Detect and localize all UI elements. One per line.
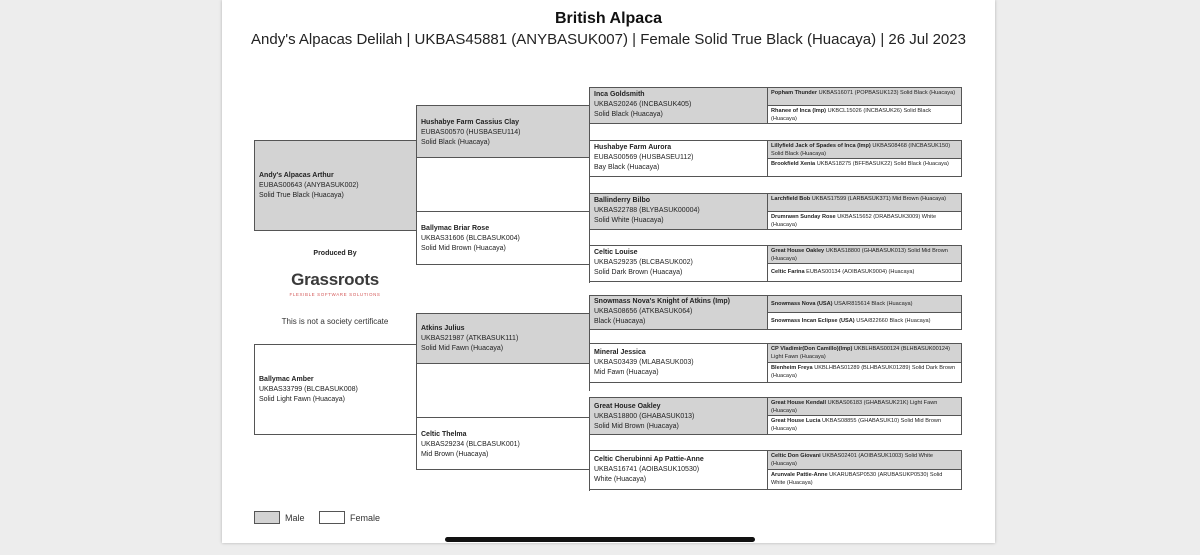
animal-name: Ballymac Briar Rose — [421, 225, 490, 232]
animal-name: CP Vladimir(Don Camillo)(Imp) — [771, 346, 853, 352]
gen3-card — [589, 450, 768, 490]
gen4-card — [767, 158, 962, 177]
animal-details: UKBCL15026 (INCBASUK26) Solid Black (Huacaya) — [771, 108, 932, 123]
legend-female-swatch — [319, 511, 345, 524]
animal-details: USA/822660 Black (Huacaya) — [856, 318, 931, 324]
dam-name: Ballymac Amber — [259, 376, 314, 383]
animal-reg: UKBAS20246 (INCBASUK405) — [594, 101, 692, 108]
animal-name: Atkins Julius — [421, 325, 465, 332]
gen4-card — [767, 245, 962, 264]
animal-name: Celtic Cherubinni Ap Pattie-Anne — [594, 456, 704, 463]
animal-details: USA/R815614 Black (Huacaya) — [834, 301, 913, 307]
gen4-card — [767, 312, 962, 330]
gen4-card — [767, 469, 962, 490]
gen4-card — [767, 105, 962, 124]
animal-name: Hushabye Farm Cassius Clay — [421, 119, 520, 126]
animal-desc: Solid Mid Brown (Huacaya) — [594, 423, 679, 430]
animal-reg: UKBAS08656 (ATKBASUK064) — [594, 308, 693, 315]
animal-desc: Solid Dark Brown (Huacaya) — [594, 269, 683, 276]
animal-name: Rhanee of Inca (Imp) — [771, 108, 827, 114]
animal-name: Hushabye Farm Aurora — [594, 144, 672, 151]
animal-desc: Solid Black (Huacaya) — [594, 111, 663, 118]
animal-name: Ballinderry Bilbo — [594, 197, 651, 204]
animal-name: Snowmass Nova's Knight of Atkins (Imp) — [594, 298, 730, 305]
animal-name: Brookfield Xenia — [771, 161, 816, 167]
grassroots-logo: Grassroots — [291, 270, 379, 289]
animal-desc: Solid White (Huacaya) — [594, 217, 664, 224]
gen4-card — [767, 450, 962, 470]
animal-details: UKBAS08468 (INCBASUK150) Solid Black (Huacaya) — [771, 143, 951, 158]
gen4-card — [767, 140, 962, 159]
legend-female-label: Female — [350, 513, 381, 523]
gen4-card — [767, 415, 962, 435]
gen3-card — [589, 295, 768, 330]
animal-name: Larchfield Bob — [771, 196, 811, 202]
sire-desc: Solid True Black (Huacaya) — [259, 192, 344, 199]
animal-reg: UKBAS31606 (BLCBASUK004) — [421, 235, 520, 242]
gen2-card — [416, 105, 590, 158]
animal-name: Arunvale Pattie-Anne — [771, 472, 828, 478]
animal-name: Great House Kendall — [771, 400, 827, 406]
animal-details: UKARUBASP0530 (ARUBASUKP0530) Solid White (Huacaya) — [771, 472, 943, 487]
animal-details: UKBAS18800 (GHABASUK013) Solid Mid Brown (Huacaya) — [771, 248, 948, 263]
gen4-card — [767, 295, 962, 313]
animal-desc: Mid Brown (Huacaya) — [421, 451, 489, 458]
page-title: British Alpaca — [555, 10, 662, 27]
gen3-card — [589, 245, 768, 282]
animal-name: Snowmass Nova (USA) — [771, 301, 833, 307]
animal-details: UKBAS02401 (AOIBASUK1003) Solid White (Huacaya) — [771, 453, 933, 468]
animal-name: Great House Oakley — [771, 248, 825, 254]
gen4-card — [767, 211, 962, 230]
animal-details: EUBAS00134 (AOIBASUK9004) (Huacaya) — [806, 269, 915, 275]
dam-reg: UKBAS33799 (BLCBASUK008) — [259, 386, 358, 393]
sire-name: Andy's Alpacas Arthur — [259, 172, 334, 179]
animal-desc: Solid Mid Fawn (Huacaya) — [421, 345, 504, 352]
animal-name: Inca Goldsmith — [594, 91, 645, 98]
animal-details: UKBAS16071 (POPBASUK123) Solid Black (Huacaya) — [818, 90, 956, 96]
gen4-card — [767, 193, 962, 212]
animal-reg: EUBAS00570 (HUSBASEU114) — [421, 129, 521, 136]
gen2-card — [416, 211, 590, 265]
gen4-card — [767, 362, 962, 383]
animal-name: Celtic Thelma — [421, 431, 467, 438]
dam-card — [254, 344, 417, 435]
legend-male-label: Male — [285, 513, 305, 523]
gen3-card — [589, 140, 768, 177]
animal-name: Celtic Louise — [594, 249, 638, 256]
animal-desc: Solid Mid Brown (Huacaya) — [421, 245, 506, 252]
animal-desc: Mid Fawn (Huacaya) — [594, 369, 659, 376]
animal-reg: UKBAS21987 (ATKBASUK111) — [421, 335, 519, 342]
animal-details: UKBAS18275 (BFFBASUK22) Solid Black (Huacaya) — [816, 161, 949, 167]
animal-name: Great House Oakley — [594, 403, 661, 410]
scroll-indicator[interactable] — [445, 537, 755, 542]
dam-desc: Solid Light Fawn (Huacaya) — [259, 396, 345, 403]
logo-tagline: FLEXIBLE SOFTWARE SOLUTIONS — [289, 292, 381, 297]
gen4-card — [767, 87, 962, 106]
animal-details: UKBAS15652 (DRABASUK3009) White (Huacaya) — [771, 214, 937, 229]
animal-reg: UKBAS18800 (GHABASUK013) — [594, 413, 695, 420]
animal-reg: UKBAS16741 (AOIBASUK10530) — [594, 466, 700, 473]
animal-reg: EUBAS00569 (HUSBASEU112) — [594, 154, 694, 161]
page-subtitle: Andy's Alpacas Delilah | UKBAS45881 (ANYBASUK007) | Female Solid True Black (Huacaya) | 26 Jul 2023 — [251, 31, 966, 48]
animal-name: Drumrawn Sunday Rose — [771, 214, 836, 220]
animal-reg: UKBAS22788 (BLYBASUK00004) — [594, 207, 700, 214]
animal-name: Snowmass Incan Eclipse (USA) — [771, 318, 855, 324]
legend-male-swatch — [254, 511, 280, 524]
sire-reg: EUBAS00643 (ANYBASUK002) — [259, 182, 359, 189]
animal-reg: UKBAS29235 (BLCBASUK002) — [594, 259, 693, 266]
gen2-card — [416, 417, 590, 470]
society-notice: This is not a society certificate — [281, 317, 389, 326]
animal-desc: White (Huacaya) — [594, 476, 647, 483]
animal-name: Great House Lucia — [771, 418, 821, 424]
gen4-card — [767, 343, 962, 363]
animal-name: Celtic Don Giovani — [771, 453, 821, 459]
animal-desc: Bay Black (Huacaya) — [594, 164, 660, 171]
animal-details: UKBLHBAS01289 (BLHBASUK01289) Solid Dark Brown (Huacaya) — [771, 365, 956, 380]
animal-desc: Solid Black (Huacaya) — [421, 139, 490, 146]
animal-desc: Black (Huacaya) — [594, 318, 646, 325]
gen4-card — [767, 263, 962, 282]
gen3-card — [589, 397, 768, 435]
gen3-card — [589, 193, 768, 230]
animal-name: Mineral Jessica — [594, 349, 646, 356]
gen2-card — [416, 313, 590, 364]
animal-details: UKBAS08855 (GHABASUK10) Solid Mid Brown (Huacaya) — [771, 418, 942, 433]
animal-name: Popham Thunder — [771, 90, 817, 96]
animal-details: UKBLHBAS00124 (BLHBASUK00124) Light Fawn (Huacaya) — [771, 346, 950, 361]
animal-details: UKBAS06183 (GHABASUK21K) Light Fawn (Huacaya) — [771, 400, 938, 415]
produced-by-label: Produced By — [313, 250, 357, 257]
sire-card — [254, 140, 417, 231]
animal-name: Blenheim Freya — [771, 365, 813, 371]
animal-details: UKBAS17599 (LARBASUK371) Mid Brown (Huacaya) — [811, 196, 947, 202]
animal-name: Lillyfield Jack of Spades of Inca (Imp) — [771, 143, 871, 149]
animal-name: Celtic Farina — [771, 269, 805, 275]
animal-reg: UKBAS03439 (MLABASUK003) — [594, 359, 694, 366]
gen4-card — [767, 397, 962, 416]
animal-reg: UKBAS29234 (BLCBASUK001) — [421, 441, 520, 448]
gen3-card — [589, 87, 768, 124]
gen3-card — [589, 343, 768, 383]
